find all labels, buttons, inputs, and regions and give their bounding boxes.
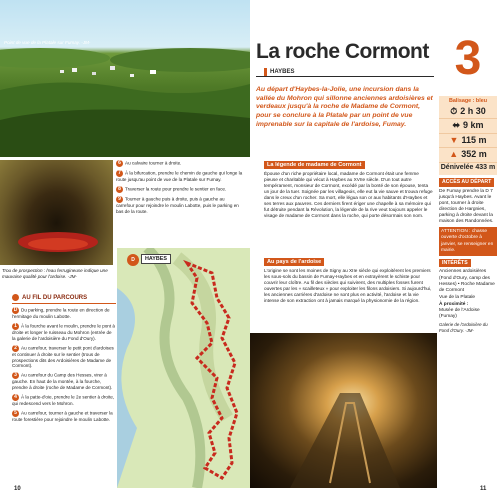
step-1	[12, 323, 116, 342]
step-8	[116, 186, 244, 193]
vue-text: Vue de la Platale	[439, 294, 476, 300]
step-4	[12, 394, 116, 407]
mine-photo-caption: Trou de prospection : l'eau ferrugineuse indique une mauvaise qualité pour l'ardoise. -JM-	[2, 268, 108, 279]
step-2	[12, 345, 116, 370]
route-number: 3	[454, 32, 482, 85]
right-page	[250, 0, 500, 500]
acces-title: ACCÈS AU DÉPART	[439, 178, 494, 187]
stat-min-altitude	[439, 134, 497, 149]
step-6-text: Au calvaire tourner à droite.	[125, 160, 182, 166]
title-divider	[256, 76, 434, 77]
step-8-number: 8	[116, 186, 123, 193]
step-3-text: Au carrefour du Camp des Hesses, virer à gauche. En haut de la montée, à la fourche, prendre à droite (roche de Madame de Cormont).	[12, 372, 113, 391]
landscape-photo	[0, 0, 250, 157]
denivele-label: Dénivelée 433 m	[440, 163, 496, 171]
stats-panel	[439, 96, 497, 175]
step-d-number: D	[13, 307, 18, 313]
musee-text: Musée de l'Ardoise (Fumay)	[439, 308, 480, 320]
step-2-text: Au carrefour, traverser le petit pont d'ardoises et continuer à droite sur le sentier (trous de prospections dits des Ardoisières de Madame de Cormont).	[12, 345, 114, 369]
legende-title: La légende de madame de Cormont	[264, 161, 365, 169]
stat-min-altitude-value: 115 m	[461, 134, 487, 145]
right-page-number: 11	[480, 486, 487, 492]
info-sidebar	[439, 96, 497, 334]
step-7-text: À la bifurcation, prendre le chemin de gauche qui longe la route jusqu'au point de vue de la Platale sur Fumay.	[116, 170, 243, 182]
ardoise-title: Au pays de l'ardoise	[264, 258, 324, 266]
stat-max-altitude	[439, 148, 497, 163]
step-5	[12, 410, 116, 423]
route-map	[117, 248, 250, 488]
steps-column-two	[116, 160, 244, 215]
page-title: La roche Cormont	[256, 40, 429, 63]
step-7	[116, 170, 244, 183]
parcours-divider	[12, 303, 116, 304]
balisage-label: Balisage : bleu	[448, 98, 488, 104]
landscape-photo-caption: Point de vue de la Platale sur Fumay. -JM-	[4, 40, 91, 45]
stat-max-altitude-value: 352 m	[461, 149, 487, 160]
stat-duration-value: 2 h 30	[460, 105, 486, 116]
attention-box	[439, 227, 497, 256]
step-2-number: 2	[12, 345, 19, 352]
arrow-down-icon: ▼	[449, 134, 459, 145]
page-subtitle: HAYBES	[264, 68, 297, 76]
stat-duration	[439, 105, 497, 120]
attention-text: ATTENTION : chasse ouverte d'octobre à janvier, se renseigner en mairie.	[441, 229, 494, 253]
step-5-number: 5	[12, 410, 19, 417]
gallery-photo	[250, 333, 437, 488]
stat-distance-value: 9 km	[463, 120, 484, 131]
step-5-text: Au carrefour, tourner à gauche et traverser la route forestière pour rejoindre le moulin Labotte.	[12, 410, 113, 422]
map-town-label: HAYBES	[141, 254, 171, 264]
steps-column-one	[12, 307, 116, 423]
parcours-title-text: AU FIL DU PARCOURS	[22, 294, 88, 301]
mine-photo	[0, 160, 113, 265]
step-d	[12, 307, 116, 320]
step-1-number: 1	[12, 323, 19, 330]
legende-text: Épouse d'un riche propriétaire local, madame de Cormont était une femme pieuse et charitable qui vécut à Haybes au XVIIe siècle. D'un tout autre tempérament, monsieur de Cormont, excédé par la bonté de son épouse, tenta un jour de la tuer. Soignée par les villageois, elle eut la vie sauve et trouva refuge dans le creux d'un rocher. Sa mort, elle légua son or aux habitants d'Haybes et ses terres aux pauvres. Ces derniers firent ériger une chapelle à sa mémoire qui fut détruite pendant la Révolution, la légende de la rive veut toujours appeler le visage de madame de Cormont dans la roche, qui porte désormais son nom.	[264, 171, 433, 219]
step-3	[12, 372, 116, 391]
step-4-text: À la patte-d'oie, prendre le 2e sentier à droite, qui redescend vers le Mohron.	[12, 394, 115, 406]
step-1-text: À la fourche avant le moulin, prendre le pont à droite et longer le ruisseau du Mohron (entrée de la galerie de l'ardoisière du Fond d'Oury).	[12, 323, 115, 341]
step-3-number: 3	[12, 372, 19, 379]
arrow-up-icon: ▲	[449, 149, 459, 160]
step-7-number: 7	[116, 170, 123, 177]
map-start-marker: D	[127, 254, 139, 266]
step-9-text: Tourner à gauche puis à droite, puis à gauche au carrefour pour rejoindre le moulin Labotte, puis le parking en bas de la route.	[116, 196, 239, 214]
acces-text: De Fumay prendre la D 7 jusqu'à Haybes. Avant le pont, tourner à droite direction de Hargnies, parking à droite devant la maison des Randonnées.	[439, 188, 494, 225]
gallery-caption: Galerie de l'ardoisière du Fond d'Oury. -JM-	[439, 322, 488, 334]
parcours-title	[12, 294, 87, 301]
step-6-number: 6	[116, 160, 123, 167]
ardoise-text: L'origine se sont les moines de Signy au XIIe siècle qui exploitèrent les premiers les sous-sols du bassin de Fumay-Haybes et en extrayèrent le schiste pour couvrir leur cloître. Au fil des siècles qui suivirent, des multiples fosses furent ouvertes par les « scailleteux » pour exploiter les filons ardoisiers. Si aujourd'hui, les anciennes carrières d'ardoise ne sont plus en activité, l'ardoise et la vie intense de son extraction ont à jamais marqué la physionomie de la région.	[264, 268, 432, 304]
boot-icon: ⬌	[452, 120, 461, 131]
interets-text: Anciennes ardoisières (Fond d'Oury, camp des Hesses) • Roche Madame de Cormont	[439, 269, 495, 293]
proximite-label: À proximité :	[439, 302, 469, 308]
step-6	[116, 160, 244, 167]
route-dot-icon	[12, 294, 19, 301]
step-8-text: Traverser la route pour prendre le sentier en face.	[125, 186, 227, 192]
interets-title: INTÉRÊTS	[439, 259, 471, 268]
stat-distance	[439, 119, 497, 134]
clock-icon: ⏱	[450, 105, 458, 116]
left-page-number: 10	[14, 486, 21, 492]
intro-text: Au départ d'Haybes-la-Jolie, une incursion dans la vallée du Mohron qui sillonne anciennes ardoisières et verdeaux jusqu'à la roche de Madame de Cormont, pour se conclure à la Platale par un point de vue imprenable sur la capitale de l'ardoise, Fumay.	[256, 86, 433, 128]
step-d-text: Du parking, prendre la route en direction de l'ermitage du moulin Labotte.	[12, 307, 110, 319]
step-9-number: 9	[116, 196, 123, 203]
step-4-number: 4	[12, 394, 19, 401]
step-9	[116, 196, 244, 215]
